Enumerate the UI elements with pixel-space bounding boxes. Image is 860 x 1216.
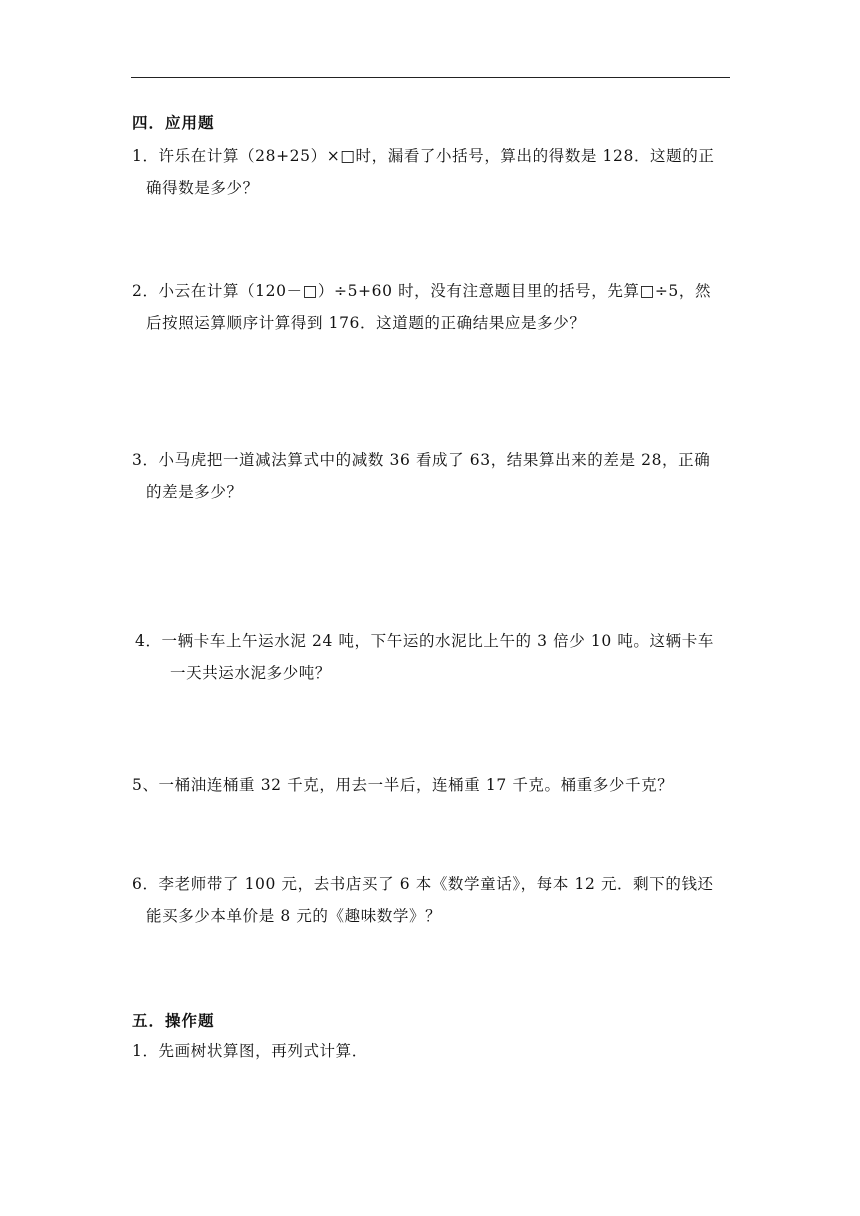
question-text-cont: 能买多少本单价是 8 元的《趣味数学》？ xyxy=(146,907,442,925)
question-4-3 xyxy=(132,444,742,508)
question-text: 5、一桶油连桶重 32 千克，用去一半后，连桶重 17 千克。桶重多少千克？ xyxy=(132,776,674,794)
question-5-1 xyxy=(132,1035,742,1067)
question-4-5 xyxy=(132,769,742,801)
question-text: 4．一辆卡车上午运水泥 24 吨，下午运的水泥比上午的 3 倍少 10 吨。这辆卡车 xyxy=(135,632,714,650)
question-text-cont: 一天共运水泥多少吨？ xyxy=(170,664,332,682)
section-5-heading: 五．操作题 xyxy=(132,1011,215,1030)
question-text: 1．先画树状算图，再列式计算． xyxy=(132,1042,368,1060)
question-text: 3．小马虎把一道减法算式中的减数 36 看成了 63，结果算出来的差是 28，正确 xyxy=(132,451,711,469)
question-text: 6．李老师带了 100 元，去书店买了 6 本《数学童话》，每本 12 元．剩下的钱还 xyxy=(132,875,714,893)
header-rule xyxy=(131,77,730,78)
section-4-heading: 四．应用题 xyxy=(132,113,215,132)
question-text: 2．小云在计算（120－□）÷5+60 时，没有注意题目里的括号，先算□÷5，然 xyxy=(132,282,712,300)
question-4-1 xyxy=(132,140,742,204)
question-4-2 xyxy=(132,275,742,339)
question-text-cont: 的差是多少？ xyxy=(146,483,243,501)
question-text-cont: 后按照运算顺序计算得到 176．这道题的正确结果应是多少？ xyxy=(146,314,586,332)
question-text: 1．许乐在计算（28+25）×□时，漏看了小括号，算出的得数是 128．这题的正 xyxy=(132,147,715,165)
question-text-cont: 确得数是多少？ xyxy=(146,179,259,197)
question-4-4 xyxy=(132,625,742,689)
question-4-6 xyxy=(132,868,742,932)
